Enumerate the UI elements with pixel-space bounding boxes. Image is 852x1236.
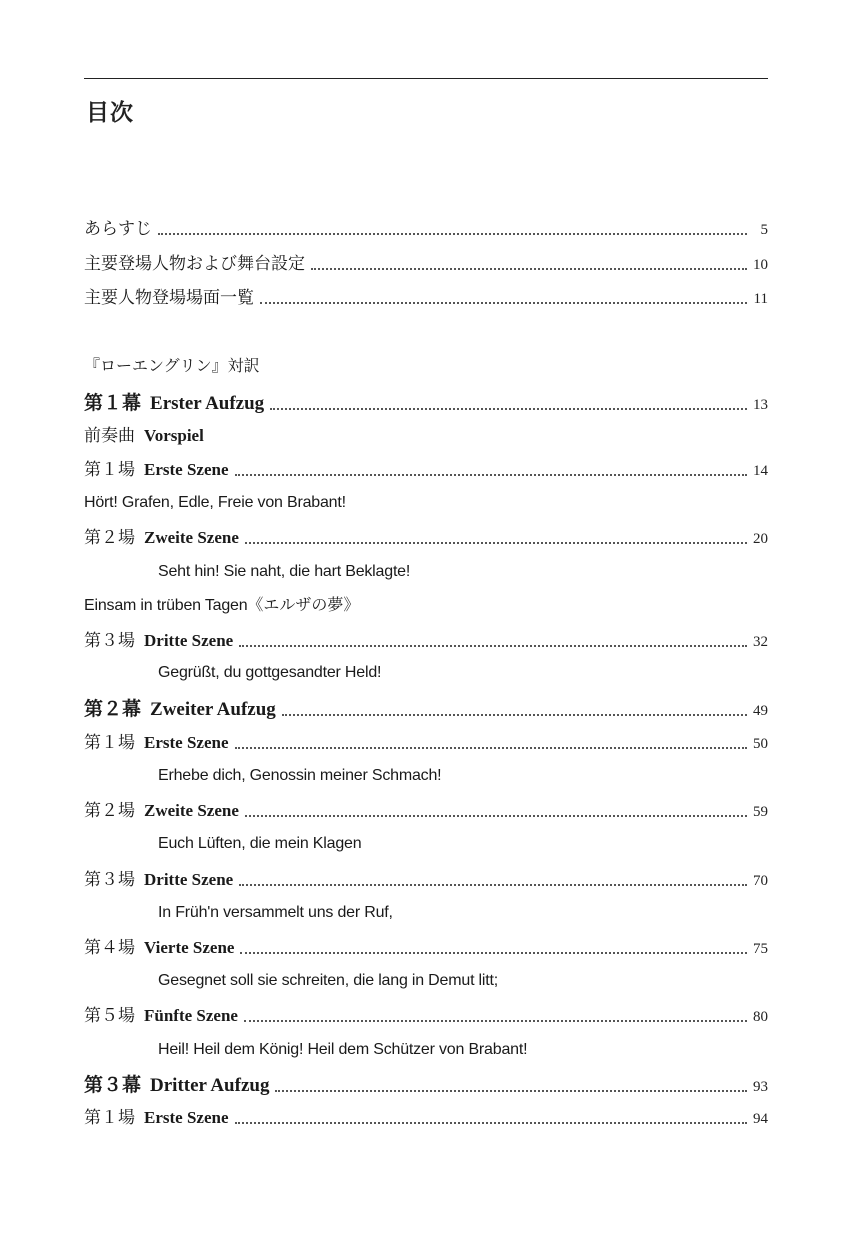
toc-page: 11 bbox=[753, 291, 768, 307]
scene-title: Erste Szene bbox=[144, 460, 229, 479]
scene-title: Dritte Szene bbox=[144, 631, 234, 650]
leader-dots bbox=[244, 1020, 747, 1022]
leader-dots bbox=[275, 1090, 747, 1092]
toc-page: 50 bbox=[753, 736, 768, 752]
scene-number: 第２場 bbox=[84, 528, 135, 548]
leader-dots bbox=[260, 302, 747, 304]
toc-label: あらすじ bbox=[84, 219, 152, 239]
scene-title: Erste Szene bbox=[144, 733, 229, 752]
act-number: 第３幕 bbox=[84, 1074, 142, 1096]
toc-page: 13 bbox=[753, 397, 768, 413]
scene-number: 第３場 bbox=[84, 870, 135, 890]
scene-number: 第１場 bbox=[84, 460, 135, 480]
leader-dots bbox=[245, 815, 747, 817]
toc-entry-aria[interactable] bbox=[158, 901, 768, 925]
toc-entry-aria[interactable] bbox=[158, 661, 768, 685]
leader-dots bbox=[239, 645, 747, 647]
scene-title: Dritte Szene bbox=[144, 870, 234, 889]
toc-entry-prelude[interactable] bbox=[84, 424, 768, 448]
toc-label: 主要登場人物および舞台設定 bbox=[84, 254, 305, 274]
leader-dots bbox=[239, 884, 747, 886]
scene-number: 第４場 bbox=[84, 938, 135, 958]
aria-title: Einsam in trüben Tagen bbox=[84, 597, 248, 614]
leader-dots bbox=[235, 474, 747, 476]
scene-number: 第３場 bbox=[84, 631, 135, 651]
leader-dots bbox=[270, 408, 747, 410]
toc-entry-act[interactable] bbox=[84, 697, 768, 723]
act-number: 第１幕 bbox=[84, 392, 142, 414]
act-title: Erster Aufzug bbox=[150, 393, 265, 414]
page-title: 目次 bbox=[86, 100, 134, 126]
toc-page: 70 bbox=[753, 873, 768, 889]
toc-page: 10 bbox=[753, 257, 768, 273]
toc-entry-scene[interactable] bbox=[84, 458, 768, 483]
leader-dots bbox=[245, 542, 747, 544]
section-heading: 『ローエングリン』対訳 bbox=[84, 356, 260, 375]
leader-dots bbox=[235, 1122, 747, 1124]
toc-entry-aria[interactable] bbox=[158, 832, 768, 856]
aria-title: Gegrüßt, du gottgesandter Held! bbox=[158, 664, 382, 681]
act-title: Zweiter Aufzug bbox=[150, 699, 276, 720]
toc-entry-scene[interactable] bbox=[84, 868, 768, 893]
scene-number: 前奏曲 bbox=[84, 426, 135, 446]
scene-title: Erste Szene bbox=[144, 1108, 229, 1127]
toc-label: 主要人物登場場面一覧 bbox=[84, 288, 254, 308]
leader-dots bbox=[311, 268, 747, 270]
scene-title: Vorspiel bbox=[144, 426, 204, 445]
toc-page: 49 bbox=[753, 703, 768, 719]
aria-title: Seht hin! Sie naht, die hart Beklagte! bbox=[158, 563, 411, 580]
aria-jp-title: 《エルザの夢》 bbox=[247, 595, 360, 614]
toc-entry-scene[interactable] bbox=[84, 799, 768, 824]
toc-entry-aria[interactable] bbox=[158, 969, 768, 993]
act-number: 第２幕 bbox=[84, 698, 142, 720]
toc-entry-act[interactable] bbox=[84, 391, 768, 417]
leader-dots bbox=[158, 233, 747, 235]
toc-entry-synopsis[interactable] bbox=[84, 217, 768, 242]
toc-entry-scene[interactable] bbox=[84, 1106, 768, 1131]
act-title: Dritter Aufzug bbox=[150, 1075, 270, 1096]
toc-page: 59 bbox=[753, 804, 768, 820]
scene-title: Zweite Szene bbox=[144, 528, 239, 547]
toc-entry-scene[interactable] bbox=[84, 629, 768, 654]
toc-page: 32 bbox=[753, 634, 768, 650]
toc-entry-scene[interactable] bbox=[84, 731, 768, 756]
toc-entry-aria[interactable] bbox=[158, 1038, 768, 1062]
leader-dots bbox=[282, 714, 747, 716]
toc-page: 20 bbox=[753, 531, 768, 547]
toc-page: 75 bbox=[753, 941, 768, 957]
toc-page: 14 bbox=[753, 463, 768, 479]
aria-title: Gesegnet soll sie schreiten, die lang in Demut litt; bbox=[158, 972, 498, 989]
aria-title: Hört! Grafen, Edle, Freie von Brabant! bbox=[84, 494, 346, 511]
leader-dots bbox=[235, 747, 747, 749]
toc-entry-scene[interactable] bbox=[84, 526, 768, 551]
scene-number: 第２場 bbox=[84, 801, 135, 821]
scene-number: 第１場 bbox=[84, 1108, 135, 1128]
toc-entry-act[interactable] bbox=[84, 1073, 768, 1099]
toc-entry-aria[interactable] bbox=[84, 593, 768, 618]
aria-title: Euch Lüften, die mein Klagen bbox=[158, 835, 362, 852]
scene-number: 第５場 bbox=[84, 1006, 135, 1026]
scene-title: Zweite Szene bbox=[144, 801, 239, 820]
toc-entry-scene[interactable] bbox=[84, 1004, 768, 1029]
toc-entry-aria[interactable] bbox=[158, 764, 768, 788]
toc-entry-scene[interactable] bbox=[84, 936, 768, 961]
toc-page: 93 bbox=[753, 1079, 768, 1095]
scene-title: Fünfte Szene bbox=[144, 1006, 238, 1025]
toc-page: 80 bbox=[753, 1009, 768, 1025]
aria-title: Erhebe dich, Genossin meiner Schmach! bbox=[158, 767, 442, 784]
toc-page: 5 bbox=[760, 222, 768, 238]
toc-entry-aria[interactable] bbox=[84, 491, 768, 515]
toc-page: 94 bbox=[753, 1111, 768, 1127]
toc-entry-scene-list[interactable] bbox=[84, 286, 768, 311]
aria-title: In Früh'n versammelt uns der Ruf, bbox=[158, 904, 393, 921]
toc-entry-characters[interactable] bbox=[84, 252, 768, 277]
leader-dots bbox=[240, 952, 747, 954]
aria-title: Heil! Heil dem König! Heil dem Schützer von Brabant! bbox=[158, 1041, 528, 1058]
toc-entry-aria[interactable] bbox=[158, 560, 768, 584]
scene-title: Vierte Szene bbox=[144, 938, 235, 957]
scene-number: 第１場 bbox=[84, 733, 135, 753]
top-rule bbox=[84, 78, 768, 79]
